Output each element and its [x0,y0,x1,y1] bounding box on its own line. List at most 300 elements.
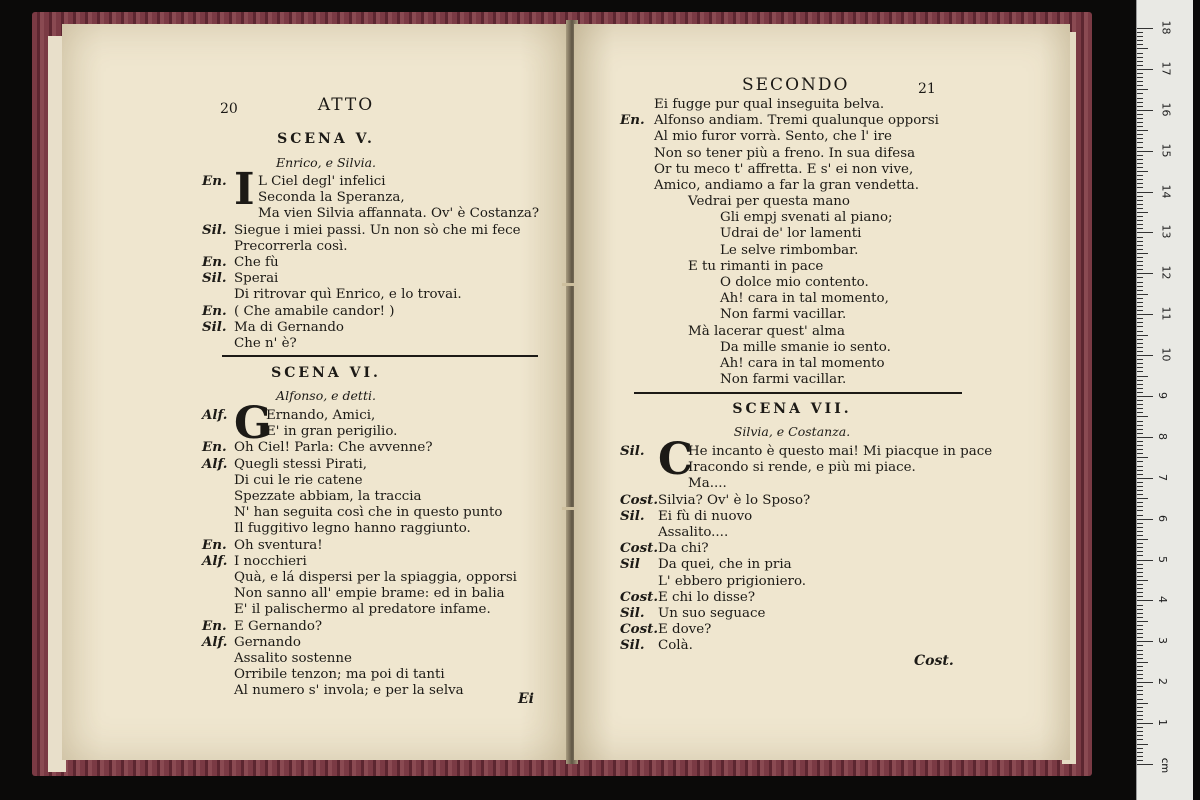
ruler-tick [1137,314,1153,315]
ruler-tick [1137,739,1143,740]
text-line: Non sanno all' empie brame: ed in balia [234,586,505,602]
ruler-tick [1137,220,1143,221]
verse-line: O dolce mio contento. [720,275,869,290]
measurement-ruler [1136,0,1193,800]
ruler-tick [1137,237,1143,238]
scene-divider [634,392,962,394]
ruler-tick [1137,212,1148,213]
scene-divider [222,355,538,357]
text-line: L Ciel degl' infelici [258,174,386,189]
ruler-number: 7 [1156,473,1169,481]
ruler-tick [1137,744,1148,745]
ruler-tick [1137,32,1143,33]
text-line: Di ritrovar quì Enrico, e lo trovai. [234,287,462,303]
ruler-tick [1137,294,1148,295]
page-number: 21 [918,81,936,97]
catchword: Cost. [914,653,954,669]
text-line: Al mio furor vorrà. Sento, che l' ire [654,129,892,145]
ruler-tick [1137,130,1148,131]
text-line: Seconda la Speranza, [258,190,405,206]
ruler-tick [1137,756,1143,757]
ruler-tick [1137,662,1148,663]
ruler-tick [1137,277,1143,278]
speaker-label: Sil. [620,637,645,654]
text-line: Or tu meco t' affretta. E s' ei non vive, [654,161,914,177]
catchword: Ei [518,691,534,707]
speaker-label: En. [202,173,227,189]
verse-line: Mà lacerar quest' alma [688,323,845,339]
ruler-tick [1137,151,1153,152]
scene-title: SCENA VII. [732,401,852,417]
ruler-tick [1137,654,1143,655]
speaker-label: En. [202,302,227,319]
ruler-tick [1137,81,1143,82]
ruler-tick [1137,36,1143,37]
ruler-number: 5 [1156,555,1169,563]
speaker-label: Sil. [620,443,645,459]
ruler-tick [1137,159,1143,160]
ruler-tick [1137,408,1143,409]
speaker-label: Sil. [202,318,227,335]
text-line: Ma vien Silvia affannata. Ov' è Costanza? [258,206,540,222]
ruler-tick [1137,506,1143,507]
ruler-tick [1137,519,1153,520]
text-line: Oh Ciel! Parla: Che avvenne? [234,440,433,456]
ruler-tick [1137,138,1143,139]
ruler-tick [1137,44,1143,45]
ruler-tick [1137,568,1143,569]
speaker-label: Sil. [620,507,645,524]
speaker-label: Alf. [202,407,228,423]
ruler-tick [1137,490,1143,491]
scene-title: SCENA V. [277,131,375,147]
ruler-tick [1137,331,1143,332]
ruler-tick [1137,752,1143,753]
text-line: Orribile tenzon; ma poi di tanti [234,667,445,683]
ruler-tick [1137,637,1143,638]
text-line: Oh sventura! [234,537,323,553]
verse-line: Vedrai per questa mano [688,194,850,209]
ruler-tick [1137,621,1148,622]
ruler-tick [1137,412,1143,413]
ruler-tick [1137,69,1153,70]
ruler-tick [1137,535,1143,536]
speaker-label: Sil. [620,605,645,621]
ruler-tick [1137,290,1143,291]
ruler-tick [1137,670,1143,671]
ruler-tick [1137,523,1143,524]
ruler-tick [1137,102,1143,103]
ruler-tick [1137,502,1143,503]
ruler-tick [1137,106,1143,107]
verse-line: Udrai de' lor lamenti [720,226,862,242]
ruler-tick [1137,110,1153,111]
text-line: E Gernando? [234,618,323,634]
ruler-tick [1137,175,1143,176]
ruler-tick [1137,605,1143,606]
ruler-tick [1137,510,1143,511]
text-line: He incanto è questo mai! Mi piacque in pace [688,444,993,459]
ruler-tick [1137,253,1148,254]
ruler-tick [1137,600,1153,601]
ruler-tick [1137,625,1143,626]
ruler-tick [1137,228,1143,229]
ruler-tick [1137,421,1143,422]
ruler-tick [1137,388,1143,389]
ruler-tick [1137,89,1148,90]
text-line: Quegli stessi Pirati, [234,456,367,472]
speaker-label: En. [620,112,645,129]
ruler-tick [1137,179,1143,180]
ruler-tick [1137,592,1143,593]
ruler-tick [1137,204,1143,205]
speaker-label: Alf. [202,455,228,472]
text-line: Il fuggitivo legno hanno raggiunto. [234,521,471,537]
ruler-number: 10 [1159,347,1173,362]
ruler-tick [1137,273,1153,274]
ruler-tick [1137,555,1143,556]
verse-line: E tu rimanti in pace [688,258,824,274]
text-line: Ma.... [688,476,727,492]
ruler-tick [1137,686,1143,687]
ruler-tick [1137,572,1143,573]
ruler-tick [1137,77,1143,78]
page-number: 20 [220,101,238,117]
ruler-tick [1137,57,1143,58]
scene-cast: Alfonso, e detti. [276,388,376,403]
ruler-tick [1137,224,1143,225]
ruler-unit: cm [1159,757,1171,774]
text-line: Che n' è? [234,336,297,351]
text-line: L' ebbero prigioniero. [658,573,807,589]
ruler-tick [1137,322,1143,323]
ruler-tick [1137,302,1143,303]
ruler-tick [1137,400,1143,401]
ruler-tick [1137,286,1143,287]
ruler-number: 17 [1159,61,1173,76]
ruler-number: 4 [1156,596,1169,604]
ruler-tick [1137,474,1143,475]
ruler-tick [1137,200,1143,201]
text-line: Quà, e lá dispersi per la spiaggia, opporsi [234,570,517,585]
ruler-tick [1137,560,1153,561]
text-line: Amico, andiamo a far la gran vendetta. [654,178,919,193]
ruler-tick [1137,441,1143,442]
verse-line: Ah! cara in tal momento [720,356,885,371]
ruler-tick [1137,515,1143,516]
ruler-tick [1137,208,1143,209]
ruler-tick [1137,73,1143,74]
ruler-tick [1137,40,1143,41]
ruler-tick [1137,142,1143,143]
ruler-tick [1137,118,1143,119]
ruler-tick [1137,551,1143,552]
ruler-tick [1137,707,1143,708]
ruler-tick [1137,326,1143,327]
ruler-tick [1137,588,1143,589]
text-line: N' han seguita così che in questo punto [234,505,503,521]
ruler-tick [1137,719,1143,720]
ruler-tick [1137,384,1143,385]
ruler-tick [1137,760,1143,761]
ruler-tick [1137,134,1143,135]
ruler-tick [1137,470,1143,471]
ruler-tick [1137,298,1143,299]
ruler-tick [1137,192,1153,193]
text-line: Ma di Gernando [234,319,344,335]
verse-line: Da mille smanie io sento. [720,339,891,355]
ruler-tick [1137,433,1143,434]
ruler-tick [1137,85,1143,86]
ruler-tick [1137,232,1153,233]
ruler-tick [1137,404,1143,405]
ruler-tick [1137,196,1143,197]
ruler-tick [1137,731,1143,732]
speaker-label: En. [202,536,227,553]
text-line: Spezzate abbiam, la traccia [234,489,422,504]
ruler-tick [1137,65,1143,66]
ruler-tick [1137,380,1143,381]
ruler-tick [1137,486,1143,487]
text-line: E' in gran perigilio. [266,424,398,440]
ruler-tick [1137,376,1148,377]
ruler-number: 16 [1159,102,1173,117]
ruler-tick [1137,527,1143,528]
text-line: E' il palischermo al predatore infame. [234,602,491,618]
text-line: ( Che amabile candor! ) [234,303,395,319]
ruler-tick [1137,257,1143,258]
ruler-tick [1137,122,1143,123]
text-line: Ernando, Amici, [266,408,376,423]
ruler-tick [1137,482,1143,483]
ruler-tick [1137,564,1143,565]
running-head: ATTO [317,95,375,115]
ruler-tick [1137,547,1143,548]
ruler-tick [1137,310,1143,311]
ruler-tick [1137,61,1143,62]
text-line: Precorrerla così. [234,238,348,254]
ruler-tick [1137,613,1143,614]
text-line: Un suo seguace [658,606,766,621]
ruler-tick [1137,28,1153,29]
text-line: Alfonso andiam. Tremi qualunque opporsi [654,113,939,129]
ruler-tick [1137,498,1148,499]
ruler-tick [1137,711,1143,712]
ruler-tick [1137,650,1143,651]
ruler-tick [1137,147,1143,148]
ruler-tick [1137,282,1143,283]
text-line: Gernando [234,634,301,650]
ruler-tick [1137,98,1143,99]
text-line: Iracondo si rende, e più mi piace. [688,460,916,476]
ruler-tick [1137,735,1143,736]
speaker-label: Sil. [202,270,227,287]
ruler-tick [1137,666,1143,667]
ruler-tick [1137,539,1148,540]
scene-cast: Enrico, e Silvia. [275,155,377,170]
text-line: Siegue i miei passi. Un non sò che mi fece [234,222,521,238]
ruler-tick [1137,764,1153,765]
ruler-tick [1137,343,1143,344]
ruler-tick [1137,633,1143,634]
ruler-tick [1137,658,1143,659]
ruler-number: 11 [1159,306,1173,321]
speaker-label: Cost. [620,540,658,557]
ruler-tick [1137,155,1143,156]
ruler-tick [1137,167,1143,168]
running-head: SECONDO [742,75,850,95]
ruler-number: 1 [1156,719,1169,727]
ruler-tick [1137,437,1153,438]
ruler-tick [1137,187,1143,188]
ruler-tick [1137,641,1153,642]
ruler-tick [1137,629,1143,630]
speaker-label: Cost. [620,621,658,638]
ruler-tick [1137,429,1143,430]
ruler-number: 12 [1159,265,1173,280]
ruler-tick [1137,699,1143,700]
ruler-tick [1137,576,1143,577]
speaker-label: Cost. [620,491,658,508]
text-line: E dove? [658,622,712,638]
text-line: Assalito sostenne [234,651,352,666]
ruler-tick [1137,748,1143,749]
ruler-number: 18 [1159,20,1173,35]
ruler-tick [1137,416,1148,417]
ruler-number: 2 [1156,678,1169,686]
ruler-tick [1137,171,1148,172]
ruler-number: 14 [1159,184,1173,199]
ruler-tick [1137,241,1143,242]
speaker-label: Alf. [202,552,228,569]
ruler-tick [1137,727,1143,728]
drop-cap: I [234,164,255,215]
text-line: E chi lo disse? [658,589,755,605]
ruler-tick [1137,425,1143,426]
text-line: Da quei, che in pria [658,557,792,573]
ruler-tick [1137,306,1143,307]
ruler-tick [1137,339,1143,340]
text-line: Non so tener più a freno. In sua difesa [654,145,916,161]
text-line: Assalito.... [658,525,729,540]
ruler-tick [1137,249,1143,250]
ruler-number: 9 [1156,392,1169,399]
ruler-number: 6 [1156,514,1169,522]
text-line: Sperai [234,271,279,287]
ruler-tick [1137,596,1143,597]
drop-cap: G [234,398,272,449]
verse-line: Non farmi vacillar. [720,307,847,323]
ruler-tick [1137,216,1143,217]
ruler-tick [1137,494,1143,495]
ruler-tick [1137,367,1143,368]
ruler-tick [1137,163,1143,164]
ruler-tick [1137,351,1143,352]
ruler-tick [1137,453,1143,454]
verse-line: Ah! cara in tal momento, [720,291,889,307]
left-page [62,24,570,760]
text-line: Silvia? Ov' è lo Sposo? [658,492,811,508]
speaker-label: Sil. [202,221,227,238]
ruler-tick [1137,396,1153,397]
ruler-tick [1137,466,1143,467]
ruler-tick [1137,93,1143,94]
ruler-tick [1137,543,1143,544]
text-line: Colà. [658,638,693,654]
ruler-number: 3 [1156,637,1169,645]
ruler-tick [1137,703,1148,704]
ruler-number: 13 [1159,224,1173,239]
ruler-tick [1137,363,1143,364]
speaker-label: En. [202,254,227,270]
ruler-tick [1137,609,1143,610]
ruler-tick [1137,645,1143,646]
speaker-label: En. [202,617,227,634]
text-line: I nocchieri [234,553,307,569]
ruler-tick [1137,478,1153,479]
ruler-tick [1137,359,1143,360]
ruler-tick [1137,449,1143,450]
speaker-label: Sil [620,556,640,573]
ruler-tick [1137,580,1148,581]
ruler-tick [1137,355,1153,356]
ruler-number: 15 [1159,143,1173,158]
ruler-tick [1137,617,1143,618]
ruler-tick [1137,715,1143,716]
ruler-tick [1137,183,1143,184]
verse-line: Non farmi vacillar. [720,372,847,388]
text-line: Che fù [234,255,279,270]
ruler-tick [1137,126,1143,127]
speaker-label: Cost. [620,588,658,605]
ruler-tick [1137,682,1153,683]
ruler-tick [1137,269,1143,270]
right-page [574,24,1070,760]
ruler-tick [1137,261,1143,262]
ruler-tick [1137,48,1148,49]
ruler-tick [1137,461,1143,462]
ruler-tick [1137,678,1143,679]
scene-cast: Silvia, e Costanza. [733,424,851,439]
ruler-tick [1137,114,1143,115]
ruler-tick [1137,265,1143,266]
drop-cap: C [658,434,694,485]
ruler-tick [1137,584,1143,585]
ruler-tick [1137,694,1143,695]
scene-title: SCENA VI. [271,365,381,381]
ruler-tick [1137,392,1143,393]
text-line: Da chi? [658,541,709,557]
ruler-tick [1137,53,1143,54]
ruler-number: 8 [1156,432,1169,440]
ruler-tick [1137,457,1148,458]
text-line: Al numero s' invola; e per la selva [234,683,464,699]
text-line: Ei fù di nuovo [658,508,753,524]
ruler-tick [1137,371,1143,372]
ruler-tick [1137,531,1143,532]
ruler-tick [1137,245,1143,246]
verse-line: Gli empj svenati al piano; [720,210,893,226]
ruler-tick [1137,335,1148,336]
ruler-tick [1137,690,1143,691]
text-line: Ei fugge pur qual inseguita belva. [654,97,885,112]
ruler-tick [1137,347,1143,348]
ruler-tick [1137,723,1153,724]
verse-line: Le selve rimbombar. [720,242,859,258]
text-line: Di cui le rie catene [234,472,363,488]
ruler-tick [1137,674,1143,675]
ruler-tick [1137,318,1143,319]
